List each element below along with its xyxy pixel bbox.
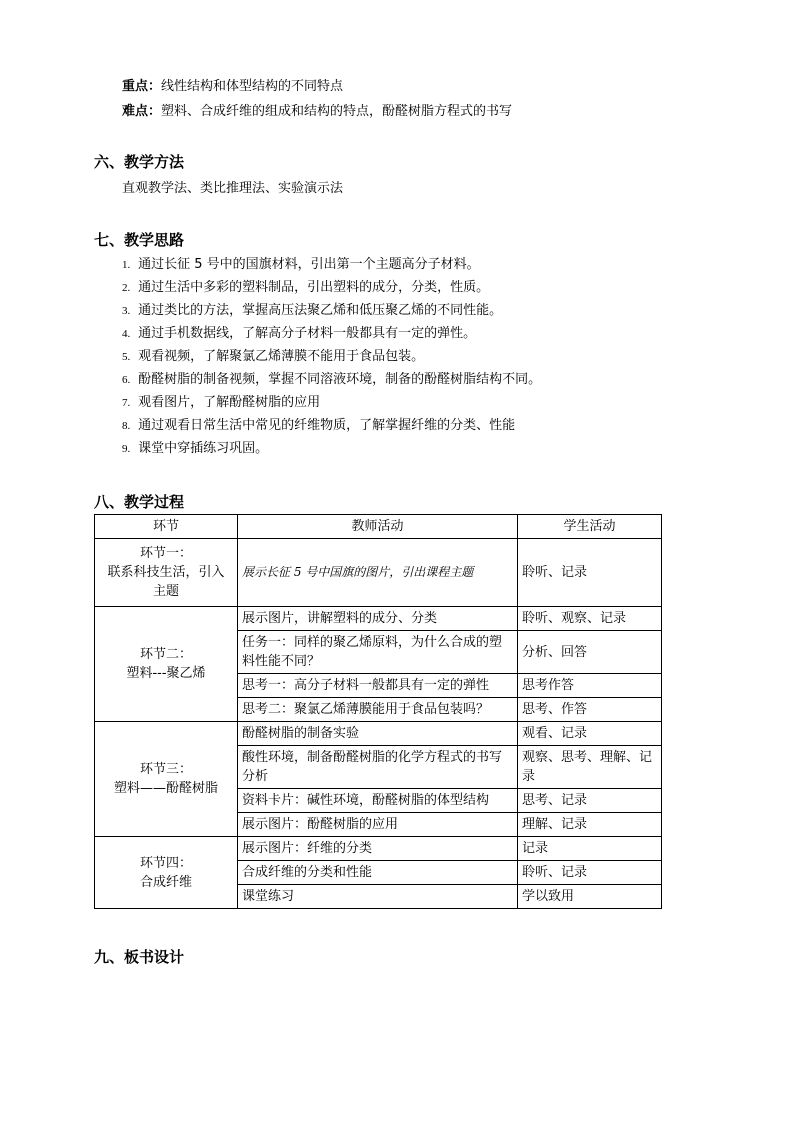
student-activity: 思考、作答 [518,698,662,722]
teaching-ideas-list [122,253,541,460]
section-6-title: 六、教学方法 [94,153,185,171]
teaching-process-table [94,514,662,909]
section-9-title: 九、板书设计 [94,948,185,966]
section-7-title: 七、教学思路 [94,231,185,249]
list-item: 2. 通过生活中多彩的塑料制品，引出塑料的成分，分类，性质。 [122,280,490,295]
list-item: 7. 观看图片，了解酚醛树脂的应用 [122,395,321,410]
difficulty-line [122,103,512,121]
table-row [95,539,662,607]
teacher-activity: 思考一：高分子材料一般都具有一定的弹性 [238,674,518,698]
list-item: 6. 酚醛树脂的制备视频，掌握不同溶液环境，制备的酚醛树脂结构不同。 [122,372,542,387]
difficulty-text: 塑料、合成纤维的组成和结构的特点，酚醛树脂方程式的书写 [161,104,513,119]
header-stage: 环节 [95,515,238,539]
teacher-activity: 合成纤维的分类和性能 [238,861,518,885]
student-activity: 思考、记录 [518,789,662,813]
teacher-activity: 展示图片，讲解塑料的成分、分类 [238,607,518,631]
list-item: 1. 通过长征 5 号中的国旗材料，引出第一个主题高分子材料。 [122,257,480,272]
teacher-activity: 思考二：聚氯乙烯薄膜能用于食品包装吗？ [238,698,518,722]
table-header-row [95,515,662,539]
student-activity: 理解、记录 [518,813,662,837]
student-activity: 学以致用 [518,885,662,909]
focus-label: 重点： [122,79,162,94]
teacher-activity: 酸性环境，制备酚醛树脂的化学方程式的书写分析 [238,746,518,789]
student-activity: 记录 [518,837,662,861]
student-activity: 聆听、记录 [518,539,662,607]
table-row [95,722,662,746]
focus-line [122,78,343,96]
teacher-activity: 课堂练习 [238,885,518,909]
table-row [95,837,662,861]
section-8-title: 八、教学过程 [94,493,185,511]
teacher-activity: 酚醛树脂的制备实验 [238,722,518,746]
stage-4-cell: 环节四： 合成纤维 [95,837,238,909]
table-row [95,607,662,631]
student-activity: 思考作答 [518,674,662,698]
student-activity: 观看、记录 [518,722,662,746]
list-item: 5. 观看视频，了解聚氯乙烯薄膜不能用于食品包装。 [122,349,425,364]
header-student: 学生活动 [518,515,662,539]
list-item: 9. 课堂中穿插练习巩固。 [122,441,269,456]
student-activity: 聆听、观察、记录 [518,607,662,631]
stage-2-cell: 环节二： 塑料---聚乙烯 [95,607,238,722]
teacher-activity: 展示长征 5 号中国旗的图片，引出课程主题 [238,539,518,607]
student-activity: 聆听、记录 [518,861,662,885]
list-item: 4. 通过手机数据线，了解高分子材料一般都具有一定的弹性。 [122,326,477,341]
difficulty-label: 难点： [122,104,162,119]
teacher-activity: 资料卡片：碱性环境，酚醛树脂的体型结构 [238,789,518,813]
teacher-activity: 任务一：同样的聚乙烯原料，为什么合成的塑料性能不同？ [238,631,518,674]
header-teacher: 教师活动 [238,515,518,539]
focus-text: 线性结构和体型结构的不同特点 [161,79,344,94]
teacher-activity: 展示图片：酚醛树脂的应用 [238,813,518,837]
teacher-activity: 展示图片：纤维的分类 [238,837,518,861]
student-activity: 分析、回答 [518,631,662,674]
list-item: 3. 通过类比的方法，掌握高压法聚乙烯和低压聚乙烯的不同性能。 [122,303,503,318]
stage-1-cell: 环节一： 联系科技生活，引入 主题 [95,539,238,607]
list-item: 8. 通过观看日常生活中常见的纤维物质，了解掌握纤维的分类、性能 [122,418,516,433]
stage-3-cell: 环节三： 塑料——酚醛树脂 [95,722,238,837]
student-activity: 观察、思考、理解、记录 [518,746,662,789]
teaching-methods: 直观教学法、类比推理法、实验演示法 [122,181,344,196]
